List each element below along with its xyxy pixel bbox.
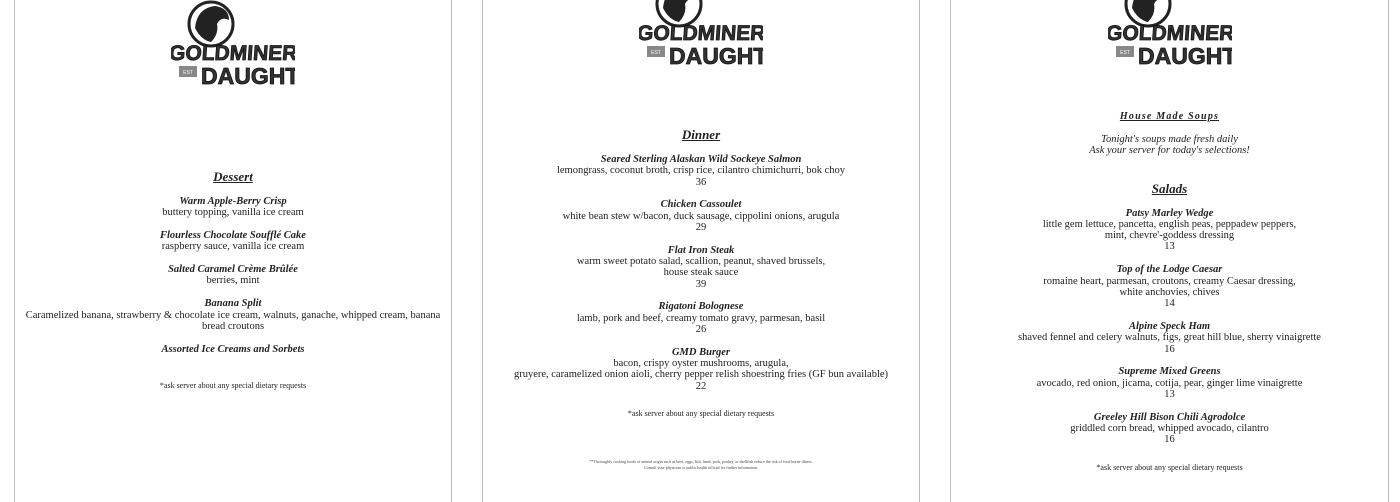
menu-item-price: 16	[1164, 343, 1175, 355]
menu-item	[15, 230, 451, 253]
menu-item-price: 29	[695, 221, 707, 233]
menu-item-name: Seared Sterling Alaskan Wild Sockeye Salmon	[600, 154, 802, 165]
menu-item-name: Greeley Hill Bison Chili Agrodolce	[1093, 411, 1246, 423]
menu-item-description: little gem lettuce, pancetta, english peas, peppadew peppers,	[1042, 218, 1297, 230]
goldminers-daughter-logo	[171, 0, 295, 94]
menu-item-description: lamb, pork and beef, creamy tomato gravy, parmesan, basil	[576, 312, 826, 324]
dietary-note: *ask server about any special dietary requests	[627, 409, 775, 419]
soups-intro	[951, 134, 1388, 157]
menu-item-price: 13	[1164, 241, 1175, 253]
menu-item	[951, 366, 1388, 400]
menu-item-description: bacon, crispy oyster mushrooms, arugula,	[613, 358, 789, 370]
soups-intro-line: Tonight's soups made fresh daily	[1101, 134, 1238, 145]
goldminers-daughter-logo	[1108, 0, 1232, 74]
menu-item-description: shaved fennel and celery walnuts, figs, great hill blue, sherry vinaigrette	[1018, 332, 1321, 344]
menu-item	[951, 208, 1388, 253]
menu-item-description: avocado, red onion, jicama, cotija, pear, ginger lime vinaigrette	[1036, 377, 1303, 389]
menu-item-description: house steak sauce	[663, 267, 739, 279]
menu-item-name: Flat Iron Steak	[667, 244, 735, 256]
menu-item-description: white bean stew w/bacon, duck sausage, cippolini onions, arugula	[562, 210, 840, 222]
dietary-note: *ask server about any special dietary requests	[1096, 462, 1243, 472]
menu-item-price: 39	[695, 278, 707, 290]
dessert-items	[15, 196, 451, 355]
menu-item-description: mint, chevre'-goddess dressing	[1104, 230, 1235, 242]
menu-item-description: Caramelized banana, strawberry & chocolate ice cream, walnuts, ganache, whipped cream, banana	[25, 309, 441, 321]
menu-item-description: raspberry sauce, vanilla ice cream	[161, 241, 305, 253]
dinner-heading: Dinner	[681, 127, 721, 142]
soups-intro-line: Ask your server for today's selections!	[1089, 145, 1250, 157]
dessert-heading: Dessert	[213, 169, 253, 184]
menu-item-price: 36	[695, 176, 707, 188]
soups-salads-menu-page	[950, 0, 1389, 502]
menu-item	[483, 199, 919, 233]
dietary-note: *ask server about any special dietary requests	[159, 380, 307, 390]
menu-item-price: 13	[1164, 388, 1175, 400]
menu-item-name: Top of the Lodge Caesar	[1116, 264, 1223, 276]
menu-item-name: GMD Burger	[671, 346, 731, 358]
fine-print-line: **Thoroughly cooking foods of animal origin such as beef, eggs, fish, lamb, pork, poultry, or shellfish reduce the risk of food borne illness.	[589, 459, 813, 465]
fine-print-line: Consult your physician or public health official for further information.	[643, 465, 759, 471]
menu-item-price: 14	[1164, 298, 1175, 310]
menu-item-name: Rigatoni Bolognese	[658, 301, 744, 313]
menu-item-description: buttery topping, vanilla ice cream	[162, 207, 304, 219]
menu-item	[15, 298, 451, 332]
menu-item-price: 22	[695, 380, 707, 392]
menu-item-description: gruyere, caramelized onion aioli, cherry pepper relish shoestring fries (GF bun available)	[513, 369, 889, 381]
menu-item	[483, 301, 919, 335]
menu-item	[15, 196, 451, 219]
menu-item-description: berries, mint	[206, 275, 260, 287]
menu-item-name: Supreme Mixed Greens	[1118, 366, 1221, 378]
menu-item-description: warm sweet potato salad, scallion, peanut, shaved brussels,	[576, 256, 826, 268]
menu-item-description: griddled corn bread, whipped avocado, cilantro	[1070, 423, 1269, 435]
goldminers-daughter-logo	[639, 0, 763, 74]
menu-item	[483, 347, 919, 392]
menu-item	[951, 412, 1388, 446]
menu-item	[951, 264, 1388, 309]
food-safety-fine-print	[483, 459, 919, 471]
menu-item-name: Salted Caramel Crème Brûlée	[168, 264, 298, 276]
menu-item-name: Assorted Ice Creams and Sorbets	[161, 343, 305, 355]
menu-item-name: Banana Split	[204, 298, 262, 310]
menu-item	[15, 344, 451, 355]
soups-heading: House Made Soups	[1119, 111, 1220, 122]
menu-item-price: 16	[1164, 434, 1175, 446]
menu-item-description: lemongrass, coconut broth, crisp rice, cilantro chimichurri, bok choy	[556, 165, 846, 177]
menu-item	[951, 321, 1388, 355]
menu-item-name: Patsy Marley Wedge	[1125, 207, 1214, 219]
dessert-menu-page	[14, 0, 452, 502]
menu-item-description: bread croutons	[201, 320, 265, 332]
menu-item-name: Flourless Chocolate Soufflé Cake	[160, 230, 306, 242]
menu-item-name: Alpine Speck Ham	[1128, 320, 1211, 332]
salads-heading: Salads	[1151, 180, 1188, 196]
dinner-menu-page	[482, 0, 920, 502]
menu-item-description: romaine heart, parmesan, croutons, creamy Caesar dressing,	[1043, 275, 1296, 287]
menu-item-name: Chicken Cassoulet	[660, 199, 742, 211]
menu-item	[483, 245, 919, 290]
salads-items	[951, 208, 1388, 446]
dinner-items	[483, 154, 919, 392]
menu-item	[483, 154, 919, 188]
menu-item-price: 26	[695, 324, 707, 336]
menu-item-name: Warm Apple-Berry Crisp	[179, 196, 287, 207]
menu-item-description: white anchovies, chives	[1119, 286, 1220, 298]
menu-item	[15, 264, 451, 287]
